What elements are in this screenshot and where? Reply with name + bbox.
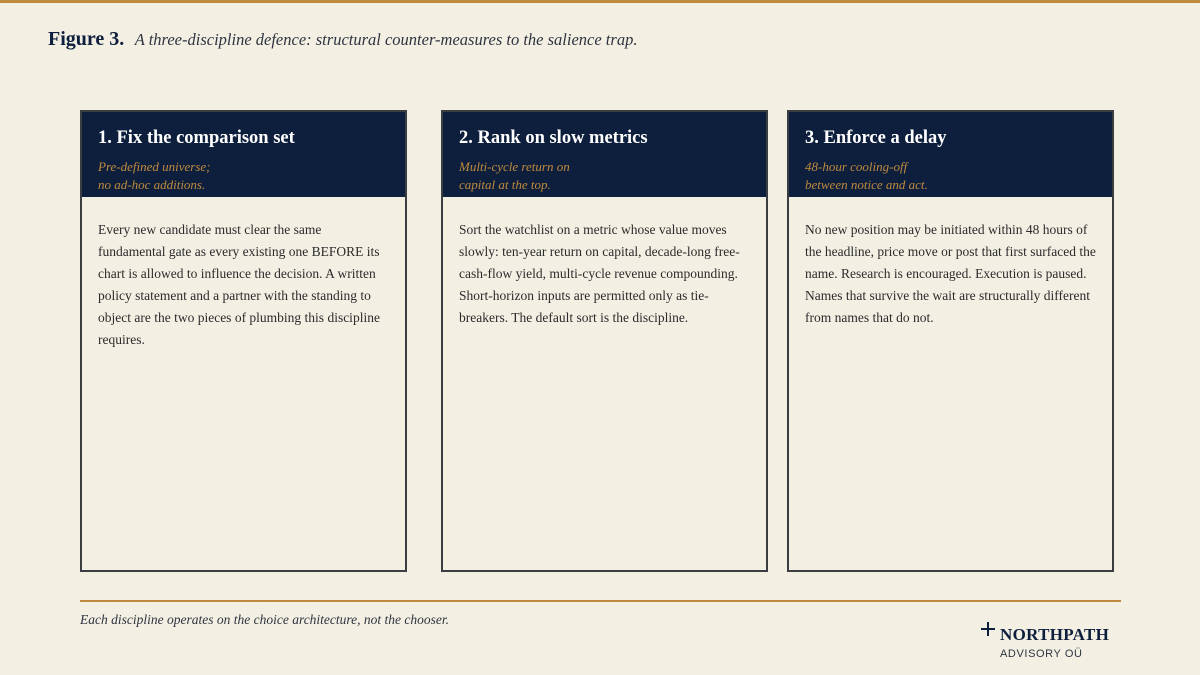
card-body: Sort the watchlist on a metric whose value moves slowly: ten-year return on capital, decade-long free-cash-flow yield, multi-cycle revenue compounding. Short-horizon inputs are permitted only as tie-breakers. The default sort is the discipline.: [459, 222, 740, 325]
card-header: [443, 112, 766, 197]
card-subtitle: 48-hour cooling-off between notice and act.: [805, 159, 928, 192]
card-header: [789, 112, 1112, 197]
footnote: Each discipline operates on the choice architecture, not the chooser.: [80, 612, 450, 627]
figure-caption: A three-discipline defence: structural counter-measures to the salience trap.: [134, 30, 638, 49]
card-subtitle: Multi-cycle return on capital at the top.: [459, 159, 570, 192]
card-title: 2. Rank on slow metrics: [459, 128, 648, 148]
logo-subtitle: ADVISORY OÜ: [1000, 648, 1083, 660]
top-accent-rule: [0, 0, 1200, 3]
card-title: 1. Fix the comparison set: [98, 128, 295, 148]
card-body: No new position may be initiated within 48 hours of the headline, price move or post that first surfaced the name. Research is encouraged. Execution is paused. Names that survive the wait are structurally different from names that do not.: [805, 222, 1096, 325]
discipline-card-1: [80, 110, 407, 572]
card-body: Every new candidate must clear the same fundamental gate as every existing one BEFORE its chart is allowed to influence the decision. A written policy statement and a partner with the standing to object are the two pieces of plumbing this discipline requires.: [98, 222, 380, 347]
figure-label: Figure 3.: [48, 28, 125, 50]
discipline-card-2: [441, 110, 768, 572]
logo-name: NORTHPATH: [1000, 625, 1110, 644]
card-title: 3. Enforce a delay: [805, 128, 947, 148]
northpath-logo: [980, 620, 1130, 666]
card-subtitle: Pre-defined universe; no ad-hoc additions.: [98, 159, 211, 192]
plus-cross-icon: [980, 620, 996, 636]
bottom-accent-rule: [80, 600, 1121, 602]
figure-title: [48, 28, 637, 51]
card-header: [82, 112, 405, 197]
discipline-card-3: [787, 110, 1114, 572]
